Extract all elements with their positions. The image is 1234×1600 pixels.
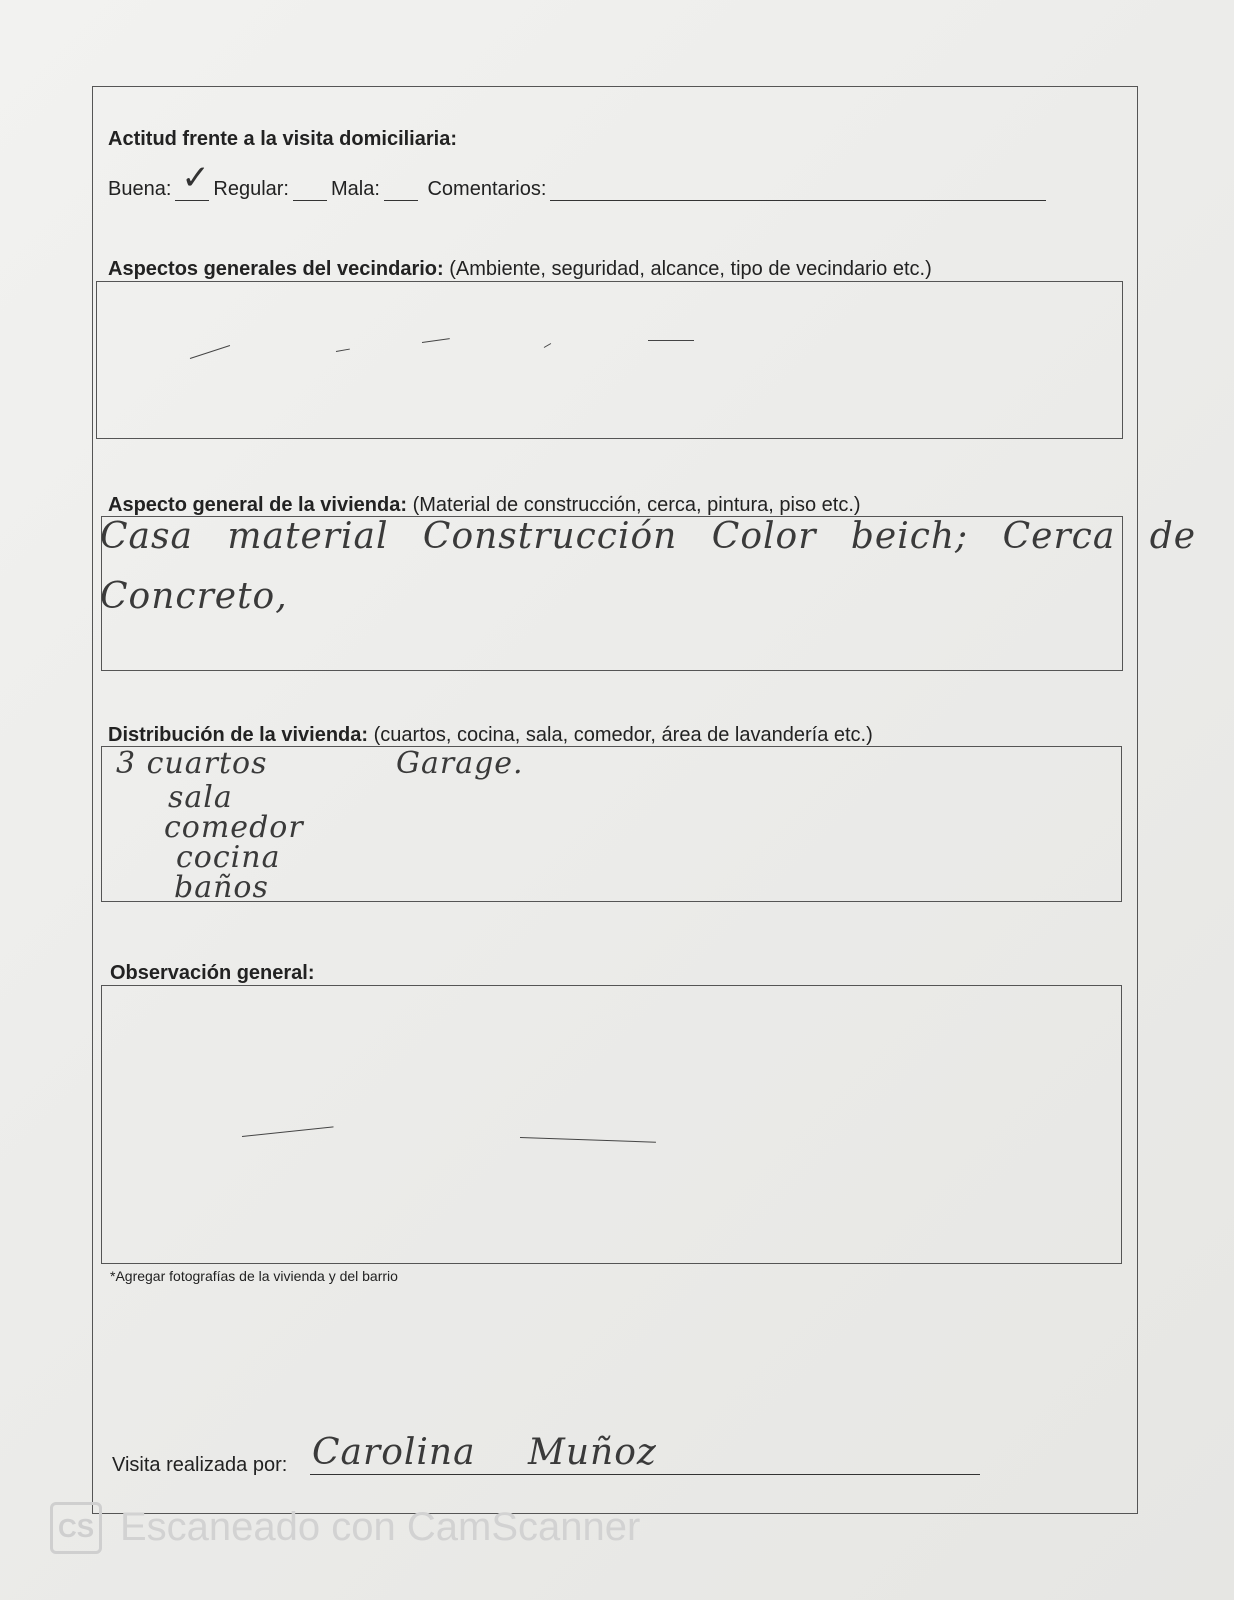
regular-blank <box>293 182 327 201</box>
signature-line <box>310 1474 980 1475</box>
comments-blank <box>550 182 1046 201</box>
observation-heading: Observación general: <box>110 962 315 984</box>
distribution-hint: (cuartos, cocina, sala, comedor, área de lavandería etc.) <box>373 724 873 746</box>
distribution-heading-text: Distribución de la vivienda: <box>108 724 369 746</box>
housing-aspect-hint: (Material de construcción, cerca, pintura, piso etc.) <box>412 494 861 516</box>
attitude-heading: Actitud frente a la visita domiciliaria: <box>108 128 457 150</box>
housing-aspect-heading-text: Aspecto general de la vivienda: <box>108 494 407 516</box>
distribution-heading <box>108 724 873 747</box>
housing-aspect-handwriting-line2: Concreto, <box>100 576 288 617</box>
regular-label: Regular: <box>213 178 289 200</box>
neighborhood-box <box>96 281 1123 439</box>
camscanner-logo-icon: CS <box>50 1502 102 1554</box>
good-label: Buena: <box>108 178 172 200</box>
camscanner-watermark: Escaneado con CamScanner <box>120 1505 641 1549</box>
neighborhood-hint: (Ambiente, seguridad, alcance, tipo de vecindario etc.) <box>449 258 932 280</box>
distribution-item-living-room: sala <box>168 780 233 815</box>
photos-footnote: *Agregar fotografías de la vivienda y del barrio <box>110 1268 398 1284</box>
distribution-item-bathrooms: baños <box>174 870 269 905</box>
distribution-item-rooms: 3 cuartos <box>116 746 268 781</box>
bad-label: Mala: <box>331 178 380 200</box>
neighborhood-heading-text: Aspectos generales del vecindario: <box>108 258 444 280</box>
good-check-mark: ✓ <box>181 158 210 198</box>
bad-blank <box>384 182 418 201</box>
visitor-signature: Carolina Muñoz <box>312 1432 657 1473</box>
neighborhood-dash-5 <box>648 340 694 341</box>
housing-aspect-handwriting-line1: Casa material Construcción Color beich; Cerca de <box>100 516 1197 557</box>
comments-label: Comentarios: <box>427 178 547 200</box>
visit-by-label: Visita realizada por: <box>112 1454 288 1476</box>
neighborhood-heading <box>108 258 932 281</box>
distribution-item-dining-room: comedor <box>164 810 304 845</box>
housing-aspect-heading <box>108 494 861 517</box>
attitude-options-row <box>108 158 1050 201</box>
distribution-item-garage: Garage. <box>396 746 524 781</box>
distribution-item-kitchen: cocina <box>176 840 281 875</box>
good-blank <box>175 158 210 201</box>
observation-box <box>101 985 1122 1264</box>
